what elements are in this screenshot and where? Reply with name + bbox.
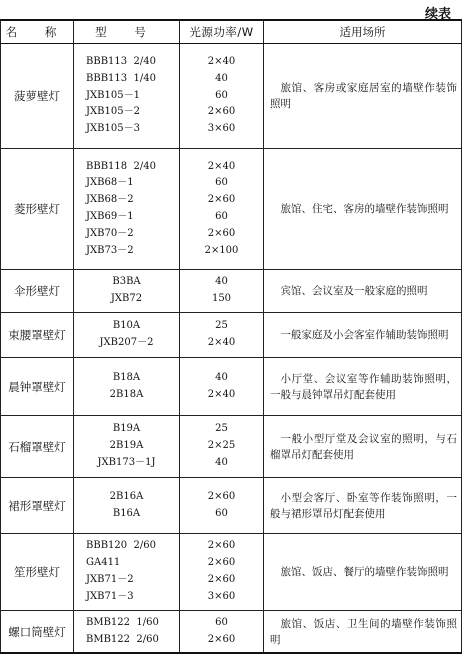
model-value: GA411 bbox=[86, 557, 121, 569]
power-value: 2×40 bbox=[207, 160, 236, 172]
model-cell bbox=[74, 313, 180, 358]
header-name: 名 称 bbox=[1, 20, 74, 44]
lamp-name: 菱形壁灯 bbox=[1, 149, 74, 270]
power-cell bbox=[180, 416, 264, 478]
model-cell bbox=[74, 358, 180, 416]
table-body bbox=[1, 44, 462, 654]
power-cell bbox=[180, 270, 264, 313]
power-cell bbox=[180, 149, 264, 270]
model-value: B10A bbox=[112, 320, 141, 332]
table-row bbox=[1, 358, 462, 416]
use-description: 小型会客厅、卧室等作装饰照明，一般与裙形罩吊灯配套使用 bbox=[264, 478, 462, 534]
power-value: 3×60 bbox=[207, 590, 236, 602]
lamp-name: 螺口筒壁灯 bbox=[1, 611, 74, 654]
lamp-name: 石榴罩壁灯 bbox=[1, 416, 74, 478]
power-value: 3×60 bbox=[207, 123, 236, 135]
power-value: 2×60 bbox=[207, 490, 236, 502]
model-value: JXB72 bbox=[110, 293, 143, 304]
model-value: JXB68－2 bbox=[86, 194, 134, 206]
table-row bbox=[1, 313, 462, 358]
power-value: 25 bbox=[215, 423, 228, 435]
header-row bbox=[1, 20, 462, 44]
lamp-spec-table bbox=[0, 19, 462, 654]
model-cell bbox=[74, 270, 180, 313]
use-description: 旅馆、饭店、餐厅的墙壁作装饰照明 bbox=[264, 534, 462, 611]
model-value: JXB73－2 bbox=[86, 244, 134, 256]
power-value: 60 bbox=[215, 616, 228, 628]
power-cell bbox=[180, 44, 264, 149]
power-value: 40 bbox=[215, 276, 228, 288]
model-value: JXB173－1J bbox=[97, 456, 156, 468]
use-description: 一般家庭及小会客室作辅助装饰照明 bbox=[264, 313, 462, 358]
power-value: 150 bbox=[211, 293, 232, 304]
model-value: BBB113 2/40 bbox=[86, 56, 156, 67]
use-description: 旅馆、住宅、客房的墙壁作装饰照明 bbox=[264, 149, 462, 270]
use-description: 旅馆、饭店、卫生间的墙壁作装饰照明 bbox=[264, 611, 462, 654]
header-use: 适用场所 bbox=[264, 20, 462, 44]
model-value: JXB105－1 bbox=[86, 89, 140, 101]
power-value: 2×60 bbox=[207, 540, 236, 552]
power-value: 2×60 bbox=[207, 106, 236, 118]
use-description: 旅馆、客房或家庭居室的墙壁作装饰照明 bbox=[264, 44, 462, 149]
model-value: JXB71－3 bbox=[86, 590, 134, 602]
model-value: JXB105－3 bbox=[86, 123, 140, 135]
power-value: 2×60 bbox=[207, 633, 236, 645]
power-value: 60 bbox=[215, 507, 228, 519]
power-cell bbox=[180, 534, 264, 611]
model-cell bbox=[74, 478, 180, 534]
model-value: BMB122 1/60 bbox=[86, 616, 159, 628]
lamp-name: 裙形罩壁灯 bbox=[1, 478, 74, 534]
model-value: JXB69－1 bbox=[86, 211, 134, 222]
model-cell bbox=[74, 149, 180, 270]
model-cell bbox=[74, 534, 180, 611]
model-value: BBB113 1/40 bbox=[86, 72, 156, 84]
table-row bbox=[1, 149, 462, 270]
power-value: 60 bbox=[215, 177, 228, 189]
model-value: JXB71－2 bbox=[86, 574, 134, 585]
model-cell bbox=[74, 44, 180, 149]
use-description: 小厅堂、会议室等作辅助装饰照明，一般与晨钟罩吊灯配套使用 bbox=[264, 358, 462, 416]
power-value: 40 bbox=[215, 371, 228, 383]
model-value: JXB105－2 bbox=[86, 106, 140, 118]
table-row bbox=[1, 270, 462, 313]
power-value: 60 bbox=[215, 89, 228, 101]
table-row bbox=[1, 611, 462, 654]
continued-label: 续表 bbox=[424, 7, 451, 22]
model-value: B16A bbox=[112, 507, 141, 519]
power-cell bbox=[180, 478, 264, 534]
header-power: 光源功率/W bbox=[180, 20, 264, 44]
model-value: BBB118 2/40 bbox=[86, 160, 156, 172]
power-value: 2×40 bbox=[207, 388, 236, 400]
power-cell bbox=[180, 611, 264, 654]
lamp-name: 晨钟罩壁灯 bbox=[1, 358, 74, 416]
model-value: 2B18A bbox=[109, 388, 144, 400]
power-value: 40 bbox=[215, 456, 228, 468]
power-value: 40 bbox=[215, 72, 228, 84]
model-value: JXB70－2 bbox=[86, 227, 134, 239]
power-cell bbox=[180, 358, 264, 416]
model-value: JXB207－2 bbox=[99, 337, 154, 348]
table-row bbox=[1, 478, 462, 534]
power-value: 2×100 bbox=[204, 244, 239, 256]
lamp-name: 笙形壁灯 bbox=[1, 534, 74, 611]
model-value: B18A bbox=[112, 371, 141, 383]
power-value: 2×60 bbox=[207, 194, 236, 206]
power-value: 2×60 bbox=[207, 227, 236, 239]
power-value: 2×25 bbox=[207, 440, 236, 452]
power-value: 60 bbox=[215, 211, 228, 222]
power-value: 2×40 bbox=[207, 337, 236, 348]
use-description: 宾馆、会议室及一般家庭的照明 bbox=[264, 270, 462, 313]
lamp-name: 菠萝壁灯 bbox=[1, 44, 74, 149]
table-row bbox=[1, 534, 462, 611]
power-value: 25 bbox=[215, 320, 228, 332]
power-cell bbox=[180, 313, 264, 358]
model-value: B19A bbox=[112, 423, 141, 435]
use-description: 一般小型厅堂及会议室的照明，与石榴罩吊灯配套使用 bbox=[264, 416, 462, 478]
lamp-name: 伞形壁灯 bbox=[1, 270, 74, 313]
model-value: JXB68－1 bbox=[86, 177, 134, 189]
power-value: 2×60 bbox=[207, 557, 236, 569]
header-model: 型 号 bbox=[74, 20, 180, 44]
table-row bbox=[1, 44, 462, 149]
model-cell bbox=[74, 416, 180, 478]
table-row bbox=[1, 416, 462, 478]
model-value: BBB120 2/60 bbox=[86, 540, 156, 552]
model-cell bbox=[74, 611, 180, 654]
lamp-name: 束腰罩壁灯 bbox=[1, 313, 74, 358]
model-value: BMB122 2/60 bbox=[86, 633, 159, 645]
model-value: 2B19A bbox=[109, 440, 144, 452]
power-value: 2×40 bbox=[207, 56, 236, 67]
table-header bbox=[1, 20, 462, 44]
model-value: B3BA bbox=[112, 276, 141, 288]
model-value: 2B16A bbox=[109, 490, 144, 502]
power-value: 2×60 bbox=[207, 574, 236, 585]
